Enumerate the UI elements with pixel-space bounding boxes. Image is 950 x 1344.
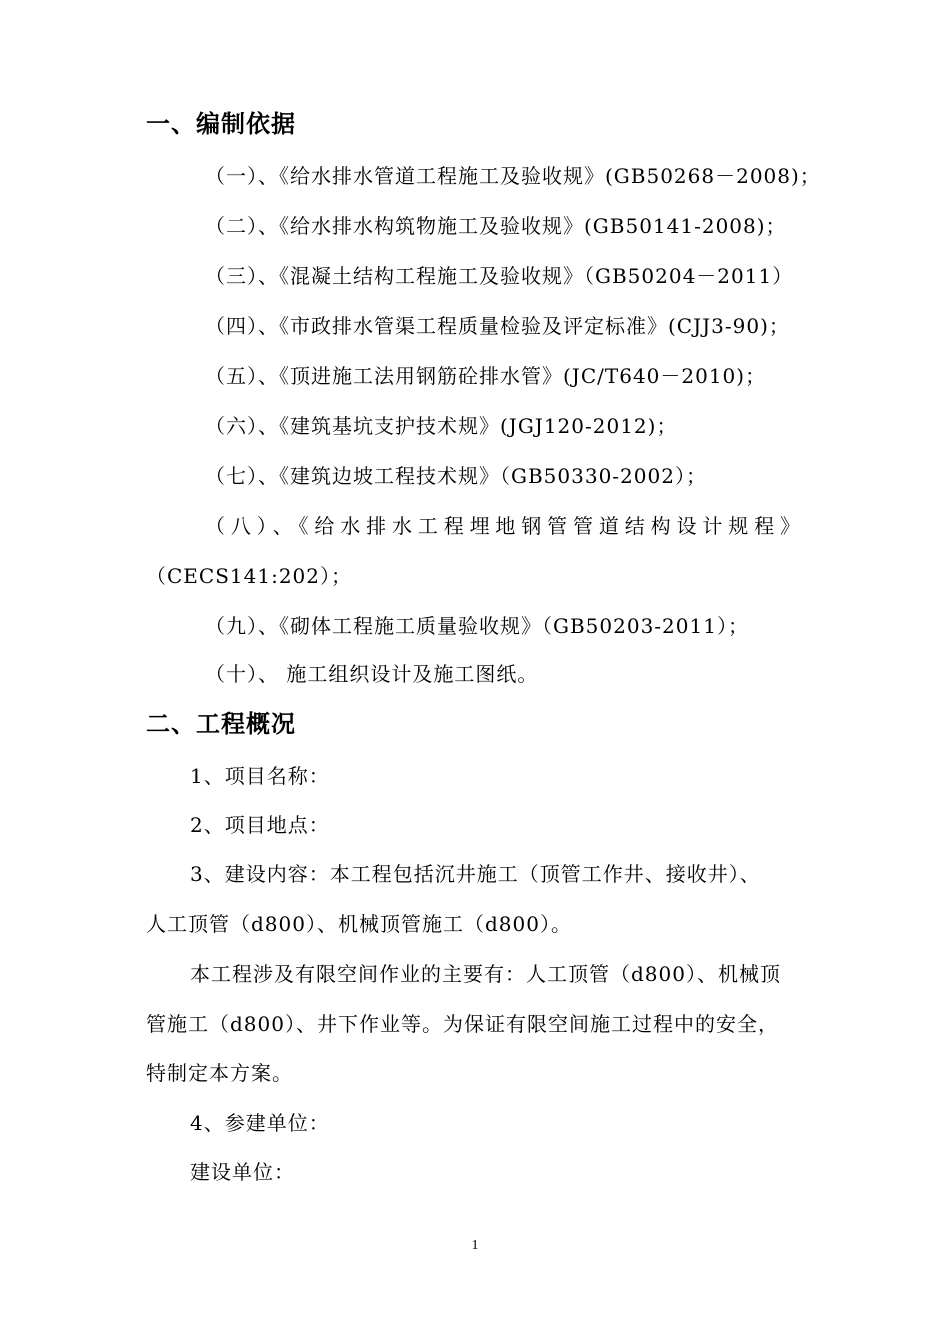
basis-item-3: （三）、《混凝土结构工程施工及验收规》（GB50204－2011） bbox=[205, 264, 794, 288]
basis-item-10: （十）、 施工组织设计及施工图纸。 bbox=[205, 662, 539, 686]
overview-project-name: 1、项目名称： bbox=[190, 764, 330, 788]
overview-para-line-3: 特制定本方案。 bbox=[146, 1061, 293, 1085]
overview-owner-unit: 建设单位： bbox=[190, 1160, 295, 1184]
basis-item-8-continued: （CECS141:202）； bbox=[146, 564, 352, 588]
page-number: 1 bbox=[471, 1238, 479, 1253]
basis-item-2: （二）、《给水排水构筑物施工及验收规》(GB50141-2008)； bbox=[205, 214, 787, 238]
overview-content-line-1: 3、建设内容：本工程包括沉井施工（顶管工作井、接收井）、 bbox=[190, 862, 761, 886]
basis-item-1: （一）、《给水排水管道工程施工及验收规》(GB50268－2008)； bbox=[205, 164, 821, 188]
basis-item-9: （九）、《砌体工程施工质量验收规》（GB50203-2011）； bbox=[205, 614, 749, 638]
overview-para-line-1: 本工程涉及有限空间作业的主要有：人工顶管（d800）、机械顶 bbox=[190, 962, 781, 986]
overview-para-line-2: 管施工（d800）、井下作业等。为保证有限空间施工过程中的安全， bbox=[146, 1012, 779, 1036]
section-heading-basis: 一、编制依据 bbox=[146, 110, 296, 138]
basis-item-7: （七）、《建筑边坡工程技术规》（GB50330-2002）； bbox=[205, 464, 707, 488]
basis-item-5: （五）、《顶进施工法用钢筋砼排水管》(JC/T640－2010)； bbox=[205, 364, 767, 388]
basis-item-4: （四）、《市政排水管渠工程质量检验及评定标准》(CJJ3-90)； bbox=[205, 314, 790, 338]
overview-participants: 4、参建单位： bbox=[190, 1111, 330, 1135]
basis-item-6: （六）、《建筑基坑支护技术规》(JGJ120-2012)； bbox=[205, 414, 678, 438]
basis-item-8: （八）、《给水排水工程埋地钢管管道结构设计规程》 bbox=[205, 514, 801, 538]
overview-project-location: 2、项目地点： bbox=[190, 813, 330, 837]
section-heading-overview: 二、工程概况 bbox=[146, 710, 296, 738]
overview-content-line-2: 人工顶管（d800）、机械顶管施工（d800）。 bbox=[146, 912, 572, 936]
